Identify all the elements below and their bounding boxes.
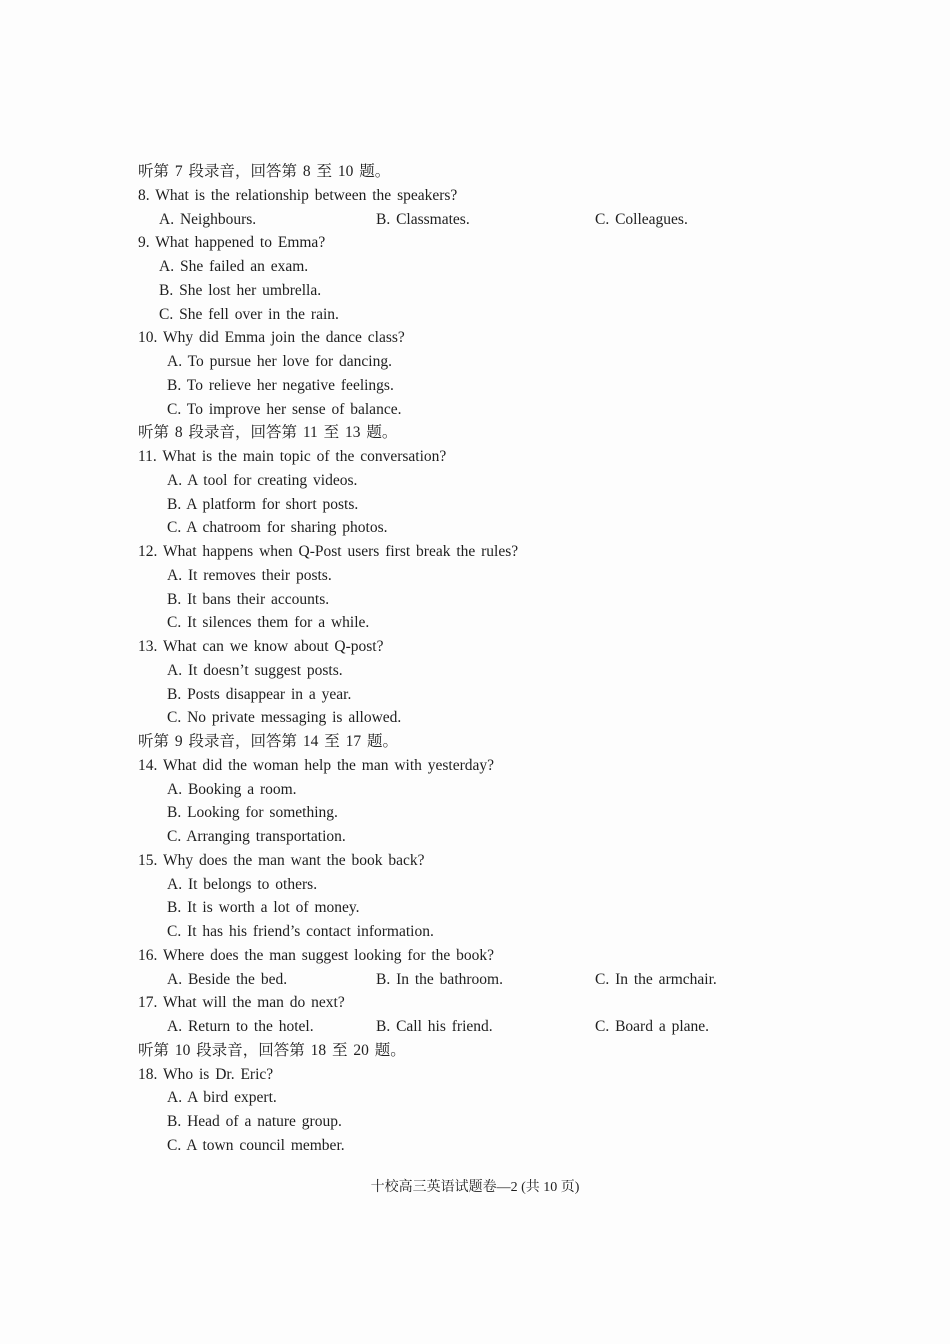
answer-option: A. It belongs to others.	[167, 875, 318, 893]
answer-options-row	[138, 208, 858, 232]
question-stem: 8. What is the relationship between the speakers?	[138, 186, 458, 204]
answer-options-row	[138, 968, 858, 992]
answer-option: B. She lost her umbrella.	[159, 281, 322, 299]
answer-option: A. It removes their posts.	[167, 566, 332, 584]
answer-option: C. No private messaging is allowed.	[167, 709, 402, 727]
answer-option: A. A bird expert.	[167, 1089, 277, 1107]
section-heading: 听第 8 段录音，回答第 11 至 13 题。	[138, 424, 398, 442]
answer-option: C. It silences them for a while.	[167, 614, 370, 632]
answer-option: B. It is worth a lot of money.	[167, 899, 360, 917]
question-stem: 11. What is the main topic of the conversation?	[138, 448, 447, 465]
answer-option: C. A chatroom for sharing photos.	[167, 519, 388, 537]
answer-option: B. Posts disappear in a year.	[167, 685, 352, 703]
answer-option: C. Board a plane.	[595, 1018, 710, 1035]
question-stem: 12. What happens when Q-Post users first break the rules?	[138, 543, 519, 560]
answer-option: C. To improve her sense of balance.	[167, 400, 402, 418]
answer-option: B. It bans their accounts.	[167, 590, 330, 608]
answer-option: B. In the bathroom.	[376, 970, 503, 988]
answer-option: A. It doesn’t suggest posts.	[167, 661, 343, 679]
answer-option: B. To relieve her negative feelings.	[167, 376, 394, 394]
question-stem: 10. Why did Emma join the dance class?	[138, 329, 405, 347]
question-stem: 16. Where does the man suggest looking for the book?	[138, 946, 495, 964]
answer-option: C. She fell over in the rain.	[159, 305, 339, 323]
question-stem: 18. Who is Dr. Eric?	[138, 1065, 274, 1083]
answer-option: C. Arranging transportation.	[167, 828, 346, 845]
answer-option: A. Neighbours.	[159, 210, 257, 228]
question-stem: 13. What can we know about Q-post?	[138, 638, 384, 655]
page-footer: 十校高三英语试题卷—2 (共 10 页)	[370, 1180, 580, 1195]
question-stem: 15. Why does the man want the book back?	[138, 851, 425, 869]
answer-option: A. Booking a room.	[167, 780, 297, 798]
answer-option: A. She failed an exam.	[159, 258, 309, 275]
section-heading: 听第 7 段录音，回答第 8 至 10 题。	[138, 163, 391, 180]
question-stem: 17. What will the man do next?	[138, 994, 345, 1012]
answer-option: C. A town council member.	[167, 1136, 345, 1154]
answer-option: B. Head of a nature group.	[167, 1113, 342, 1130]
answer-option: A. To pursue her love for dancing.	[167, 353, 392, 370]
answer-option: B. Call his friend.	[376, 1018, 493, 1035]
answer-option: C. In the armchair.	[595, 970, 717, 988]
section-heading: 听第 9 段录音，回答第 14 至 17 题。	[138, 733, 399, 750]
answer-option: B. Classmates.	[376, 210, 470, 228]
answer-option: B. Looking for something.	[167, 804, 338, 822]
section-heading: 听第 10 段录音，回答第 18 至 20 题。	[138, 1041, 406, 1059]
answer-option: C. Colleagues.	[595, 210, 688, 228]
answer-option: C. It has his friend’s contact information.	[167, 923, 434, 940]
answer-options-row	[138, 1015, 858, 1039]
answer-option: A. Beside the bed.	[167, 970, 288, 988]
answer-option: A. Return to the hotel.	[167, 1018, 314, 1035]
answer-option: A. A tool for creating videos.	[167, 471, 358, 489]
question-stem: 9. What happened to Emma?	[138, 234, 326, 252]
answer-option: B. A platform for short posts.	[167, 495, 359, 513]
question-stem: 14. What did the woman help the man with yesterday?	[138, 756, 495, 774]
exam-page-content	[138, 160, 858, 1158]
